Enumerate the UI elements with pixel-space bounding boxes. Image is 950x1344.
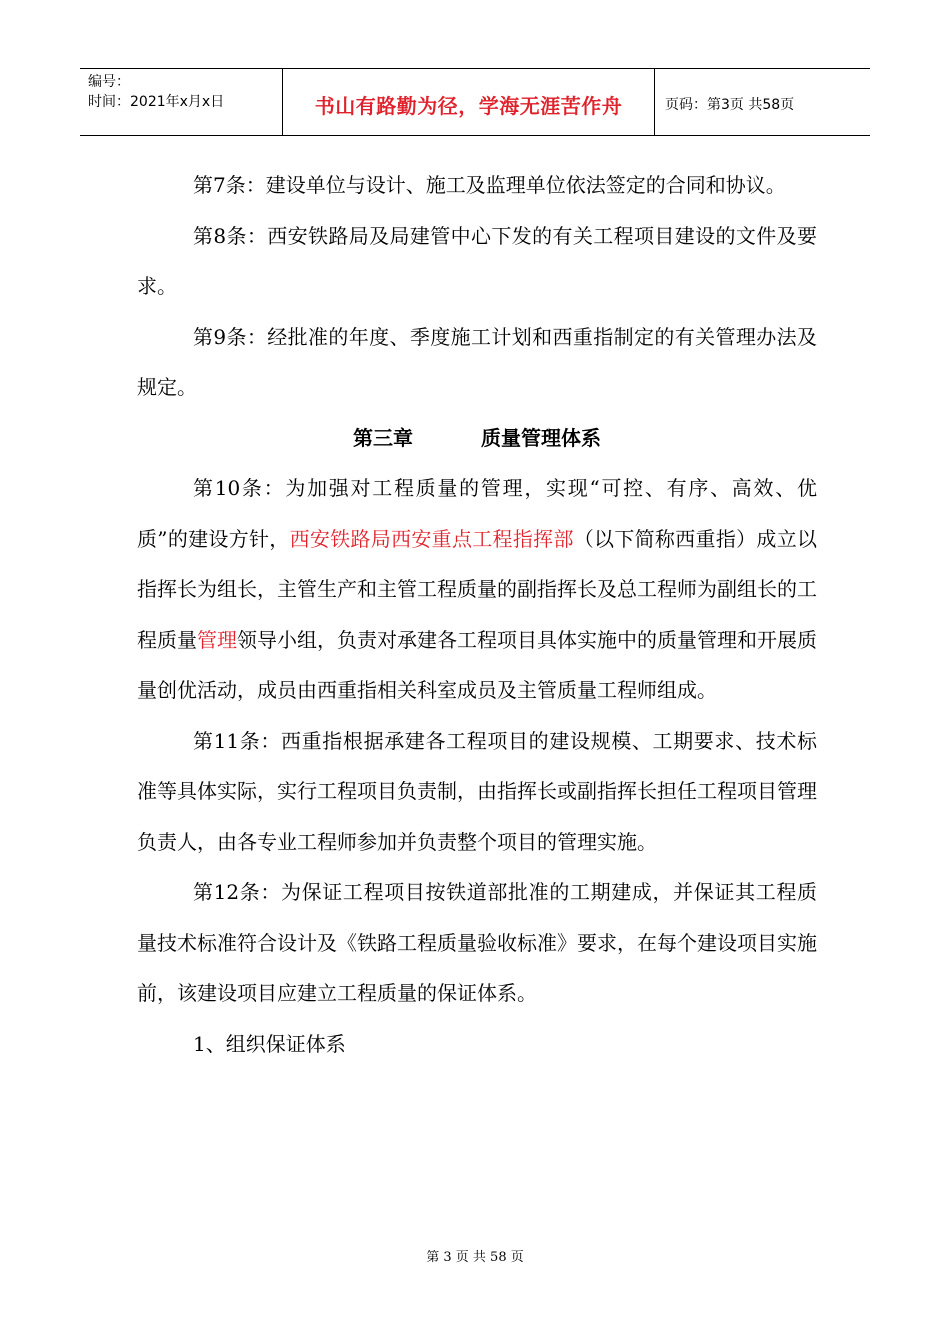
chapter-heading — [137, 413, 817, 464]
article-10-highlight-management: 管理 — [197, 627, 237, 652]
chapter-title: 质量管理体系 — [481, 425, 601, 450]
page-footer: 第 3 页 共 58 页 — [426, 1250, 524, 1265]
header-motto: 书山有路勤为径，学海无涯苦作舟 — [283, 69, 655, 135]
header-left-cell — [80, 69, 283, 135]
article-10 — [137, 463, 817, 716]
time-label: 时间：2021年x月x日 — [88, 94, 225, 110]
article-10-part-a: 第10条：为加强对工程质量的管理，实现“可控、有序、高效、优质”的建设方针， — [137, 476, 817, 551]
list-item-1: 1、组织保证体系 — [193, 1031, 346, 1056]
header-table — [80, 68, 870, 136]
article-10-part-b: （以下简称西重指）成立以指挥长为组长，主管生产和主管工程质量的副指挥长及总工程师为副组长的工程质量 — [137, 526, 818, 652]
article-11: 第11条：西重指根据承建各工程项目的建设规模、工期要求、技术标准等具体实际，实行工程项目负责制，由指挥长或副指挥长担任工程项目管理负责人，由各专业工程师参加并负责整个项目的管理实施。 — [137, 728, 817, 854]
chapter-number: 第三章 — [353, 425, 413, 450]
document-body — [137, 160, 817, 1069]
article-10-part-c: 领导小组，负责对承建各工程项目具体实施中的质量管理和开展质量创优活动，成员由西重指相关科室成员及主管质量工程师组成。 — [137, 627, 817, 702]
number-label: 编号： — [88, 74, 130, 90]
article-10-highlight-org: 西安铁路局西安重点工程指挥部 — [289, 526, 574, 551]
header-page-info: 页码：第3页 共58页 — [665, 97, 795, 113]
article-9: 第9条：经批准的年度、季度施工计划和西重指制定的有关管理办法及规定。 — [137, 324, 817, 399]
article-12: 第12条：为保证工程项目按铁道部批准的工期建成，并保证其工程质量技术标准符合设计及《铁路工程质量验收标准》要求，在每个建设项目实施前，该建设项目应建立工程质量的保证体系。 — [137, 880, 817, 1005]
article-8: 第8条：西安铁路局及局建管中心下发的有关工程项目建设的文件及要求。 — [137, 223, 817, 298]
article-7: 第7条：建设单位与设计、施工及监理单位依法签定的合同和协议。 — [193, 173, 786, 197]
